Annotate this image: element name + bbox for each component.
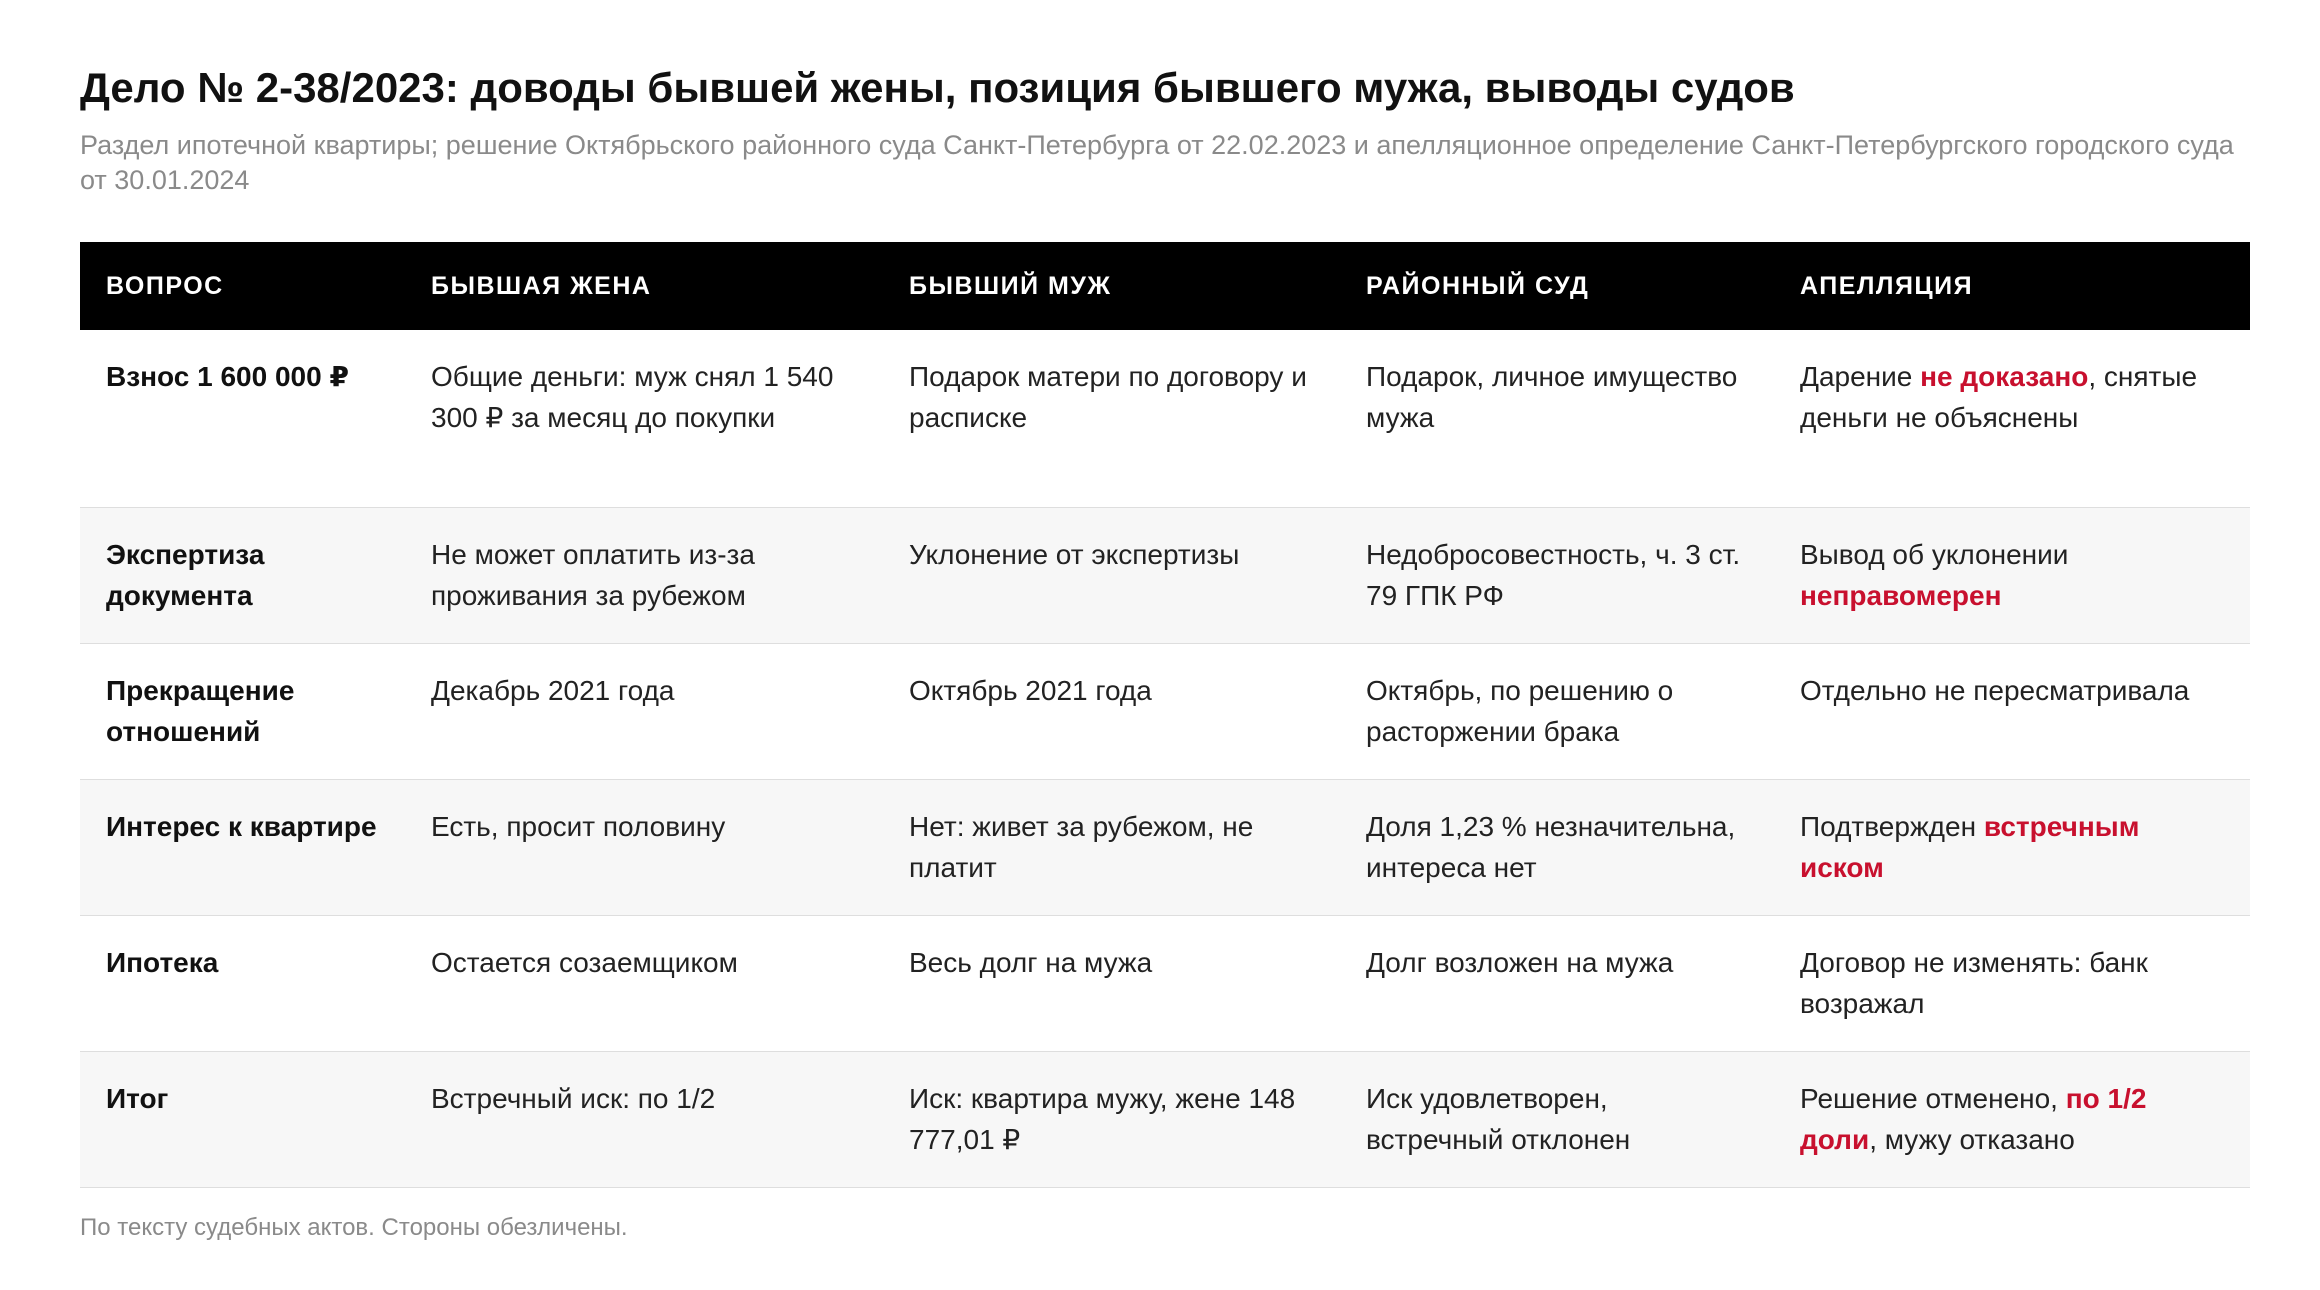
column-header-husband: БЫВШИЙ МУЖ [883, 242, 1340, 330]
cell-husband: Нет: живет за рубежом, не платит [883, 779, 1340, 915]
column-header-appeal: АПЕЛЛЯЦИЯ [1774, 242, 2250, 330]
cell-appeal [1774, 779, 2250, 915]
appeal-text: Отдельно не пересматривала [1800, 674, 2190, 706]
cell-question: Итог [80, 1051, 405, 1187]
table-header-row [80, 242, 2250, 330]
table-row [80, 507, 2250, 643]
column-header-wife: БЫВШАЯ ЖЕНА [405, 242, 883, 330]
cell-district-court: Подарок, личное имущество мужа [1340, 330, 1774, 507]
page-subtitle: Раздел ипотечной квартиры; решение Октябрьского районного суда Санкт-Петербурга от 22.02.2023 и апелляционное определение Санкт-Петербургского городского суда от 30.01.2024 [80, 130, 2234, 195]
cell-question: Взнос 1 600 000 ₽ [80, 330, 405, 507]
appeal-text: Дарение [1800, 361, 1921, 392]
cell-district-court: Недобросовестность, ч. 3 ст. 79 ГПК РФ [1340, 507, 1774, 643]
case-table [80, 242, 2250, 1188]
appeal-text: , мужу отказано [1869, 1123, 2075, 1155]
table-row [80, 1051, 2250, 1187]
appeal-text: Решение отменено, [1800, 1082, 2066, 1114]
appeal-text: , снятые деньги не объяснены [1800, 361, 2198, 433]
footnote: По тексту судебных актов. Стороны обезличены. [80, 1214, 628, 1241]
appeal-highlight: неправомерен [1800, 579, 2002, 611]
cell-husband: Уклонение от экспертизы [883, 507, 1340, 643]
cell-question: Интерес к квартире [80, 779, 405, 915]
cell-district-court: Долг возложен на мужа [1340, 915, 1774, 1051]
cell-appeal [1774, 1051, 2250, 1187]
appeal-highlight: по 1/2 доли [1800, 1082, 2147, 1155]
appeal-highlight: не доказано [1920, 361, 2089, 392]
cell-husband: Подарок матери по договору и расписке [883, 330, 1340, 507]
page-title: Дело № 2-38/2023: доводы бывшей жены, позиция бывшего мужа, выводы судов [80, 64, 1795, 111]
cell-wife: Декабрь 2021 года [405, 643, 883, 779]
cell-district-court: Доля 1,23 % незначительна, интереса нет [1340, 779, 1774, 915]
cell-wife: Встречный иск: по 1/2 [405, 1051, 883, 1187]
cell-district-court: Октябрь, по решению о расторжении брака [1340, 643, 1774, 779]
cell-wife: Остается созаемщиком [405, 915, 883, 1051]
cell-wife: Не может оплатить из-за проживания за рубежом [405, 507, 883, 643]
appeal-text: Договор не изменять: банк возражал [1800, 946, 2148, 1019]
cell-wife: Общие деньги: муж снял 1 540 300 ₽ за месяц до покупки [405, 330, 883, 507]
cell-appeal [1774, 915, 2250, 1051]
cell-district-court: Иск удовлетворен, встречный отклонен [1340, 1051, 1774, 1187]
cell-wife: Есть, просит половину [405, 779, 883, 915]
cell-appeal [1774, 330, 2250, 507]
column-header-district-court: РАЙОННЫЙ СУД [1340, 242, 1774, 330]
table-row [80, 915, 2250, 1051]
cell-husband: Весь долг на мужа [883, 915, 1340, 1051]
cell-question: Прекращение отношений [80, 643, 405, 779]
column-header-question: ВОПРОС [80, 242, 405, 330]
cell-appeal [1774, 507, 2250, 643]
table-row [80, 330, 2250, 507]
cell-appeal [1774, 643, 2250, 779]
appeal-text: Вывод об уклонении [1800, 538, 2069, 570]
cell-husband: Иск: квартира мужу, жене 148 777,01 ₽ [883, 1051, 1340, 1187]
appeal-highlight: встречным иском [1800, 810, 2140, 883]
cell-husband: Октябрь 2021 года [883, 643, 1340, 779]
table-row [80, 779, 2250, 915]
cell-question: Экспертиза документа [80, 507, 405, 643]
appeal-text: Подтвержден [1800, 810, 1984, 842]
cell-question: Ипотека [80, 915, 405, 1051]
table-row [80, 643, 2250, 779]
